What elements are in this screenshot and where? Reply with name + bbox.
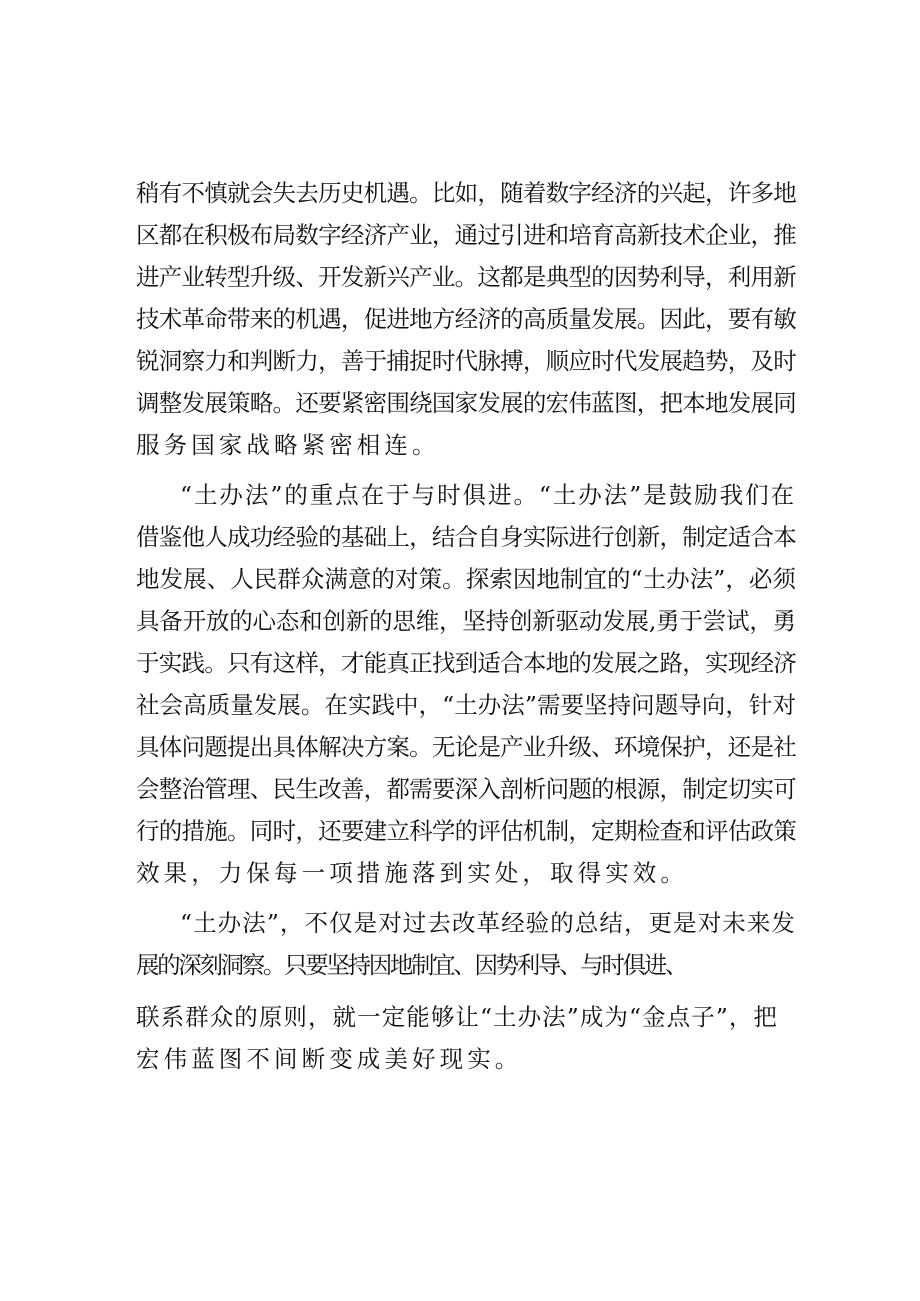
paragraph-line: 行的措施。同时，还要建立科学的评估机制，定期检查和评估政策 xyxy=(136,817,797,845)
paragraph-line: 具体问题提出具体解决方案。无论是产业升级、环境保护，还是社 xyxy=(136,733,797,761)
paragraph-line: “土办法”的重点在于与时俱进。“土办法”是鼓励我们在 xyxy=(180,481,796,509)
paragraph-line: 技术革命带来的机遇，促进地方经济的高质量发展。因此，要有敏 xyxy=(136,305,797,333)
paragraph-line: 锐洞察力和判断力，善于捕捉时代脉搏，顺应时代发展趋势，及时 xyxy=(136,347,797,375)
paragraph-line: 服务国家战略紧密相连。 xyxy=(136,431,440,459)
paragraph-line: 联系群众的原则，就一定能够让“土办法”成为“金点子”，把 xyxy=(136,1003,778,1031)
paragraph-line: 效果，力保每一项措施落到实处，取得实效。 xyxy=(136,859,688,887)
paragraph-line: 区都在积极布局数字经济产业，通过引进和培育高新技术企业，推 xyxy=(136,221,797,249)
paragraph-line: 展的深刻洞察。只要坚持因地制宜、因势利导、与时俱进、 xyxy=(136,951,687,979)
paragraph-line: 社会高质量发展。在实践中，“土办法”需要坚持问题导向，针对 xyxy=(136,691,797,719)
paragraph-line: 具备开放的心态和创新的思维，坚持创新驱动发展,勇于尝试，勇 xyxy=(136,607,796,635)
paragraph-line: 会整治管理、民生改善，都需要深入剖析问题的根源，制定切实可 xyxy=(136,775,797,803)
paragraph-line: 宏伟蓝图不间断变成美好现实。 xyxy=(136,1045,523,1073)
paragraph-line: 借鉴他人成功经验的基础上，结合自身实际进行创新，制定适合本 xyxy=(136,523,797,551)
paragraph-line: 稍有不慎就会失去历史机遇。比如，随着数字经济的兴起，许多地 xyxy=(136,179,797,207)
paragraph-line: 地发展、人民群众满意的对策。探索因地制宜的“土办法”，必须 xyxy=(136,565,797,593)
paragraph-line: 调整发展策略。还要紧密围绕国家发展的宏伟蓝图，把本地发展同 xyxy=(136,389,797,417)
paragraph-line: 于实践。只有这样，才能真正找到适合本地的发展之路，实现经济 xyxy=(136,649,797,677)
paragraph-line: 进产业转型升级、开发新兴产业。这都是典型的因势利导，利用新 xyxy=(136,263,797,291)
paragraph-line: “土办法”，不仅是对过去改革经验的总结，更是对未来发 xyxy=(180,909,797,937)
